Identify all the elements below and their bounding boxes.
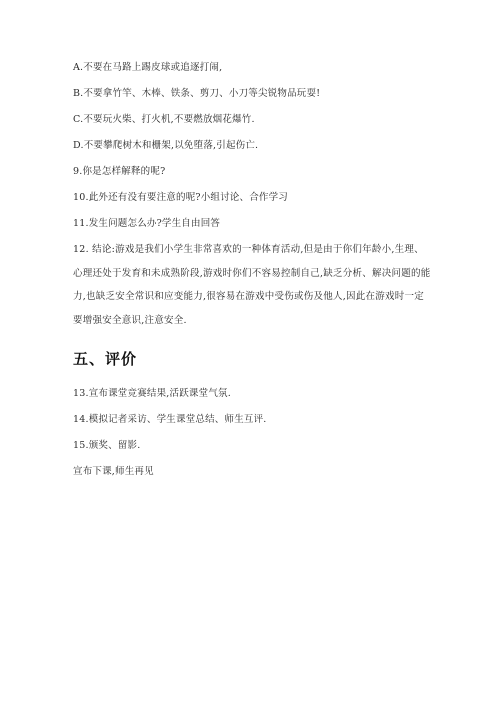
section-heading: 五、评价 xyxy=(73,350,138,368)
item-b: B.不要拿竹竿、木棒、铁条、剪刀、小刀等尖锐物品玩耍! xyxy=(73,88,321,99)
conclusion-paragraph: 12. 结论:游戏是我们小学生非常喜欢的一种体育活动,但是由于你们年龄小,生理、心理还处于发育和未成熟阶段,游戏时你们不容易控制自己,缺乏分析、解决问题的能力,也缺乏安全常识和应变能力,很容易在游戏中受伤或伤及他人,因此在游戏时一定要增强安全意识,注意安全. xyxy=(73,244,431,326)
step-15: 15.颁奖、留影. xyxy=(73,440,141,451)
closing-line: 宣布下课,师生再见 xyxy=(73,466,154,477)
question-10: 10.此外还有没有要注意的呢?小组讨论、合作学习 xyxy=(73,192,289,203)
question-11: 11.发生问题怎么办?学生自由回答 xyxy=(73,218,221,229)
question-9: 9.你是怎样解释的呢? xyxy=(73,166,166,177)
item-c: C.不要玩火柴、打火机,不要燃放烟花爆竹. xyxy=(73,114,255,125)
item-a: A.不要在马路上踢皮球或追逐打闹, xyxy=(73,62,223,73)
step-14: 14.模拟记者采访、学生课堂总结、师生互评. xyxy=(73,414,267,425)
item-d: D.不要攀爬树木和栅架,以免堕落,引起伤亡. xyxy=(73,140,259,151)
step-13: 13.宣布课堂竞赛结果,活跃课堂气氛. xyxy=(73,388,231,399)
